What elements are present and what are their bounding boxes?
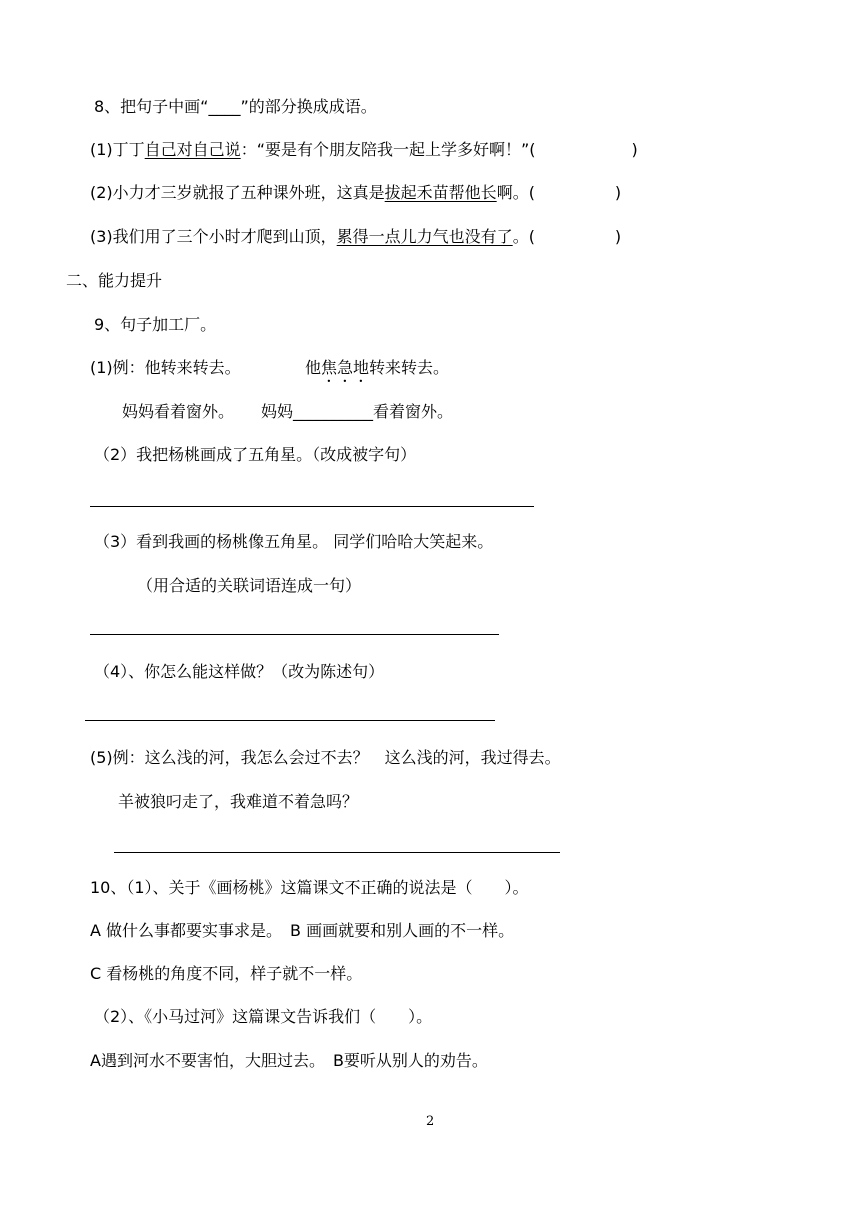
q8-s3-post: 。( ) [512, 227, 622, 246]
answer-line-5[interactable] [114, 852, 560, 853]
q9-ex1-answer-post: 转来转去。 [369, 358, 450, 377]
q9-ex1-answer-dotted: 焦急地 [321, 358, 370, 377]
q9-question-2: （2）我把杨桃画成了五角星。（改成被字句） [94, 445, 417, 464]
q8-s1-post: ：“要是有个朋友陪我一起上学多好啊！”( ) [240, 140, 638, 159]
q9-question-5-example: (5)例：这么浅的河，我怎么会过不去？ 这么浅的河，我过得去。 [90, 748, 561, 767]
q9-ex1-answer-pre: 他 [305, 358, 322, 377]
q9-q1-pre: 妈妈 [261, 402, 294, 421]
q8-sentence-3 [90, 226, 621, 248]
q10-part-2-options-ab: A遇到河水不要害怕，大胆过去。 B要听从别人的劝告。 [90, 1051, 488, 1070]
q9-question-1-answer [261, 401, 453, 423]
q8-s3-pre: (3)我们用了三个小时才爬到山顶， [90, 227, 337, 246]
q9-q1-blank[interactable]: __________ [293, 402, 374, 421]
page-number: 2 [426, 1114, 435, 1129]
q9-question-1: 妈妈看着窗外。 [122, 402, 235, 421]
q9-title: 9、句子加工厂。 [94, 315, 217, 334]
q10-part-1-option-c: C 看杨桃的角度不同，样子就不一样。 [90, 964, 363, 983]
q9-question-3-note: （用合适的关联词语连成一句） [137, 576, 362, 595]
q8-s1-underlined: 自己对自己说 [144, 140, 241, 159]
q9-question-3: （3）看到我画的杨桃像五角星。 同学们哈哈大笑起来。 [94, 532, 494, 551]
section-heading: 二、能力提升 [66, 271, 163, 290]
q8-s2-underlined: 拔起禾苗帮他长 [384, 183, 497, 202]
q8-sentence-1 [90, 139, 638, 161]
q8-title: 8、把句子中画“____”的部分换成成语。 [94, 97, 377, 116]
q8-s1-pre: (1)丁丁 [90, 140, 145, 159]
q10-part-2: （2）、《小马过河》这篇课文告诉我们（ ）。 [94, 1007, 433, 1026]
answer-line-4[interactable] [85, 720, 495, 721]
q9-example-1-label: (1)例：他转来转去。 [90, 358, 241, 377]
q10-part-1-options-ab: A 做什么事都要实事求是。 B 画画就要和别人画的不一样。 [90, 921, 515, 940]
q9-question-4: （4）、你怎么能这样做？（改为陈述句） [94, 662, 385, 681]
answer-line-2[interactable] [90, 506, 534, 507]
q10-part-1: 10、（1）、关于《画杨桃》这篇课文不正确的说法是（ ）。 [90, 878, 529, 897]
q9-q1-post: 看着窗外。 [373, 402, 454, 421]
answer-line-3[interactable] [90, 634, 499, 635]
q8-s2-post: 啊。( ) [496, 183, 622, 202]
q8-sentence-2 [90, 182, 621, 204]
q8-s3-underlined: 累得一点儿力气也没有了 [336, 227, 513, 246]
q8-s2-pre: (2)小力才三岁就报了五种课外班，这真是 [90, 183, 385, 202]
q9-question-5: 羊被狼叼走了，我难道不着急吗？ [118, 792, 359, 811]
q9-example-1-answer [305, 357, 449, 386]
